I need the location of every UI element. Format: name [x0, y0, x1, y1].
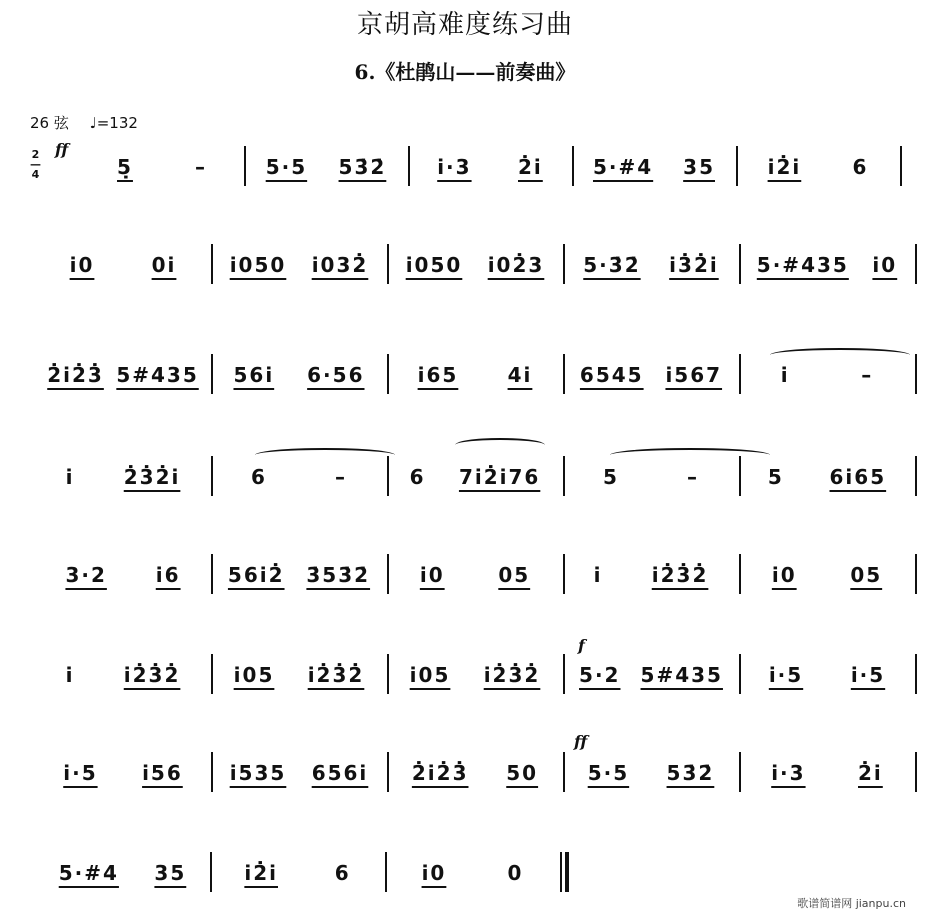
measure	[739, 240, 915, 290]
dynamic-f: f	[578, 636, 585, 655]
note-group: 35	[683, 155, 715, 179]
note-group: i535	[229, 761, 287, 785]
note-group: i2̇3̇2̇	[483, 663, 541, 687]
note-group: 0i	[151, 253, 177, 277]
note-group: 6545	[579, 363, 644, 387]
string-tuning: 26 弦	[30, 114, 69, 132]
note-group: i	[65, 663, 75, 687]
note-group: 35	[154, 861, 187, 885]
note-group: i02̇3	[487, 253, 545, 277]
note-group: 5#435	[640, 663, 723, 687]
measure	[211, 748, 387, 798]
measure	[739, 748, 915, 798]
time-signature-icon: 2 — 4	[30, 148, 41, 181]
staff-line	[35, 848, 930, 898]
note-group: –	[686, 465, 699, 489]
measure	[35, 550, 211, 600]
measure	[387, 452, 563, 502]
note-group: 5·5	[587, 761, 630, 785]
note-group: i032̇	[311, 253, 369, 277]
note-group: i·3	[771, 761, 806, 785]
note-group: 5̣	[117, 155, 133, 179]
measure	[35, 240, 211, 290]
measure	[387, 350, 563, 400]
note-group: 53̇2̇	[338, 155, 387, 179]
note-group: i65	[417, 363, 459, 387]
measure	[408, 142, 572, 192]
note-group: i·5	[850, 663, 886, 687]
note-group: i2̇3̇2̇	[307, 663, 365, 687]
staff-line	[35, 650, 930, 700]
note-group: 6·56	[307, 363, 365, 387]
note-group: 5	[603, 465, 619, 489]
staff-line	[35, 550, 930, 600]
note-group: i0	[419, 563, 445, 587]
note-group: 6	[334, 861, 351, 885]
note-group: –	[861, 363, 874, 387]
staff-line	[35, 452, 930, 502]
note-group: i2̇3̇2̇	[651, 563, 709, 587]
note-group: i2̇3̇2̇	[123, 663, 181, 687]
measure	[572, 142, 736, 192]
tie-slur	[610, 448, 770, 462]
barline	[915, 456, 917, 496]
note-group: 05	[850, 563, 883, 587]
measure	[563, 550, 739, 600]
measure	[35, 748, 211, 798]
note-group: 6	[852, 155, 869, 179]
dynamic-ff-line7: ff	[574, 732, 588, 751]
note-group: i2̇i	[767, 155, 802, 179]
note-group: 6	[409, 465, 426, 489]
watermark: 歌谱简谱网 jianpu.cn	[797, 897, 906, 910]
note-group: i0	[771, 563, 797, 587]
note-group: i05	[233, 663, 275, 687]
final-barline	[560, 852, 562, 892]
measure	[739, 550, 915, 600]
score-title: 京胡高难度练习曲	[356, 10, 573, 40]
tempo-marking: ♩=132	[89, 114, 138, 132]
note-group: 2̇i2̇3̇	[411, 761, 469, 785]
measure	[387, 650, 563, 700]
tuplet-slur	[455, 438, 545, 452]
note-group: 5·3̇2̇	[583, 253, 641, 277]
note-group: 5·#4	[592, 155, 654, 179]
note-group: 5·#4	[58, 861, 119, 885]
note-group: i0	[421, 861, 447, 885]
tie-slur	[255, 448, 395, 462]
measure	[739, 650, 915, 700]
note-group: 2̇i2̇3̇	[47, 363, 104, 387]
note-group: –	[194, 155, 207, 179]
note-group: 3̇53̇2̇	[306, 563, 371, 587]
measure	[210, 848, 385, 898]
measure	[244, 142, 408, 192]
note-group: 4i	[507, 363, 533, 387]
note-group: 5·#435	[756, 253, 849, 277]
note-group: 5·2	[579, 663, 621, 687]
barline	[900, 146, 902, 186]
measure	[387, 240, 563, 290]
note-group: i6	[155, 563, 181, 587]
barline	[915, 554, 917, 594]
note-group: i0	[872, 253, 898, 277]
note-group: 6	[251, 465, 267, 489]
measure	[35, 452, 211, 502]
score-subtitle: 6.《杜鹃山——前奏曲》	[354, 60, 576, 84]
measure	[211, 350, 387, 400]
staff-line	[35, 748, 930, 798]
note-group: i	[65, 465, 75, 489]
measure	[35, 848, 210, 898]
measure	[35, 650, 211, 700]
note-group: 5·5	[265, 155, 308, 179]
measure	[387, 550, 563, 600]
note-group: 2̇3̇2̇i	[123, 465, 181, 489]
measure	[387, 748, 563, 798]
note-group: i·5	[768, 663, 804, 687]
note-group: 56i	[233, 363, 275, 387]
measure	[211, 550, 387, 600]
note-group: i05	[409, 663, 451, 687]
note-group: i0	[69, 253, 95, 277]
measure	[736, 142, 900, 192]
note-group: 5	[767, 465, 784, 489]
measure	[35, 350, 211, 400]
note-group: 50	[506, 761, 539, 785]
note-group: i567	[665, 363, 723, 387]
note-group: i56	[142, 761, 183, 785]
note-group: i050	[229, 253, 287, 277]
note-group: 53̇2̇	[666, 761, 715, 785]
score-meta	[30, 112, 154, 133]
note-group: i·5	[63, 761, 98, 785]
note-group: 656i	[311, 761, 369, 785]
barline	[915, 654, 917, 694]
note-group: 2̇i	[858, 761, 883, 785]
note-group: i3̇2̇i	[669, 253, 719, 277]
measure	[80, 142, 244, 192]
note-group: i050	[405, 253, 463, 277]
note-group: i·3	[437, 155, 472, 179]
barline	[915, 244, 917, 284]
barline	[915, 752, 917, 792]
note-group: i2̇i	[244, 861, 278, 885]
measure	[385, 848, 560, 898]
measure	[563, 650, 739, 700]
note-group: 6i65	[829, 465, 887, 489]
measure	[211, 240, 387, 290]
note-group: –	[334, 465, 347, 489]
note-group: 0	[507, 861, 524, 885]
tie-slur	[770, 348, 910, 362]
measure	[211, 650, 387, 700]
barline	[915, 354, 917, 394]
measure	[563, 350, 739, 400]
dynamic-ff-start: ff	[55, 140, 69, 159]
note-group: 56i2̇	[227, 563, 285, 587]
note-group: i	[780, 363, 790, 387]
note-group: 3·2	[65, 563, 107, 587]
measure	[563, 240, 739, 290]
staff-line	[35, 240, 930, 290]
note-group: i	[593, 563, 603, 587]
final-barline-thick	[565, 852, 569, 892]
note-group: 2̇i	[518, 155, 543, 179]
note-group: 7i2̇i76	[458, 465, 541, 489]
note-group: 05	[498, 563, 531, 587]
measure	[563, 748, 739, 798]
staff-line	[80, 142, 930, 192]
note-group: 5#435	[116, 363, 199, 387]
